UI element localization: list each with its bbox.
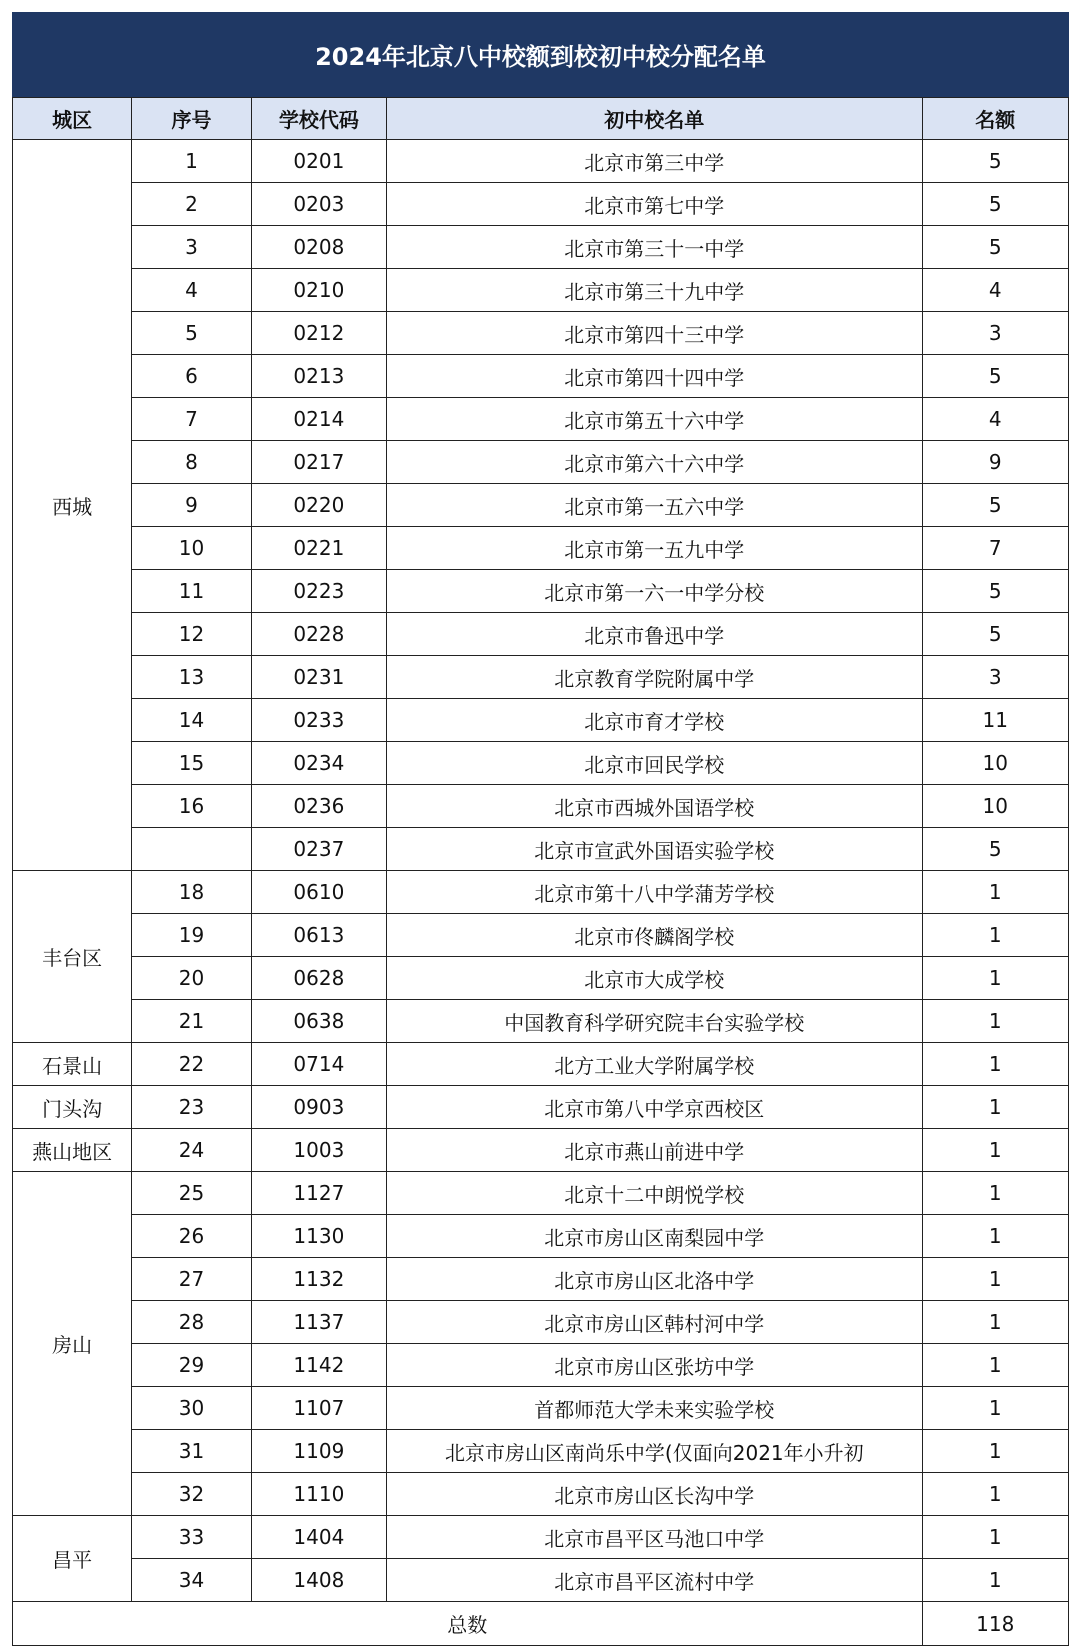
serial-cell: 24 <box>132 1129 251 1172</box>
school-name-cell: 北京市佟麟阁学校 <box>387 914 923 957</box>
header-quota: 名额 <box>922 98 1068 140</box>
school-name-cell: 北京市第一五九中学 <box>387 527 923 570</box>
quota-cell: 11 <box>922 699 1068 742</box>
quota-cell: 5 <box>922 226 1068 269</box>
serial-cell: 21 <box>132 1000 251 1043</box>
table-row <box>13 613 1069 656</box>
table-row <box>13 312 1069 355</box>
table-row <box>13 1215 1069 1258</box>
quota-cell: 1 <box>922 1129 1068 1172</box>
school-name-cell: 北京市宣武外国语实验学校 <box>387 828 923 871</box>
school-name-cell: 中国教育科学研究院丰台实验学校 <box>387 1000 923 1043</box>
quota-cell: 9 <box>922 441 1068 484</box>
serial-cell: 1 <box>132 140 251 183</box>
table-row <box>13 1473 1069 1516</box>
quota-cell: 1 <box>922 1172 1068 1215</box>
serial-cell: 15 <box>132 742 251 785</box>
quota-cell: 1 <box>922 1559 1068 1602</box>
school-name-cell: 首都师范大学未来实验学校 <box>387 1387 923 1430</box>
quota-cell: 1 <box>922 1387 1068 1430</box>
quota-cell: 1 <box>922 1086 1068 1129</box>
school-code-cell: 0220 <box>251 484 386 527</box>
school-code-cell: 1130 <box>251 1215 386 1258</box>
quota-cell: 1 <box>922 1000 1068 1043</box>
table-row <box>13 1258 1069 1301</box>
serial-cell: 33 <box>132 1516 251 1559</box>
table-row <box>13 828 1069 871</box>
table-row <box>13 140 1069 183</box>
school-name-cell: 北京市大成学校 <box>387 957 923 1000</box>
school-name-cell: 北京教育学院附属中学 <box>387 656 923 699</box>
serial-cell: 7 <box>132 398 251 441</box>
table-row <box>13 1301 1069 1344</box>
school-name-cell: 北京市第三中学 <box>387 140 923 183</box>
school-code-cell: 0203 <box>251 183 386 226</box>
school-name-cell: 北京市房山区长沟中学 <box>387 1473 923 1516</box>
school-code-cell: 0201 <box>251 140 386 183</box>
school-code-cell: 0234 <box>251 742 386 785</box>
serial-cell <box>132 828 251 871</box>
district-cell: 石景山 <box>13 1043 132 1086</box>
quota-cell: 7 <box>922 527 1068 570</box>
school-code-cell: 0638 <box>251 1000 386 1043</box>
school-name-cell: 北京市第四十四中学 <box>387 355 923 398</box>
table-row <box>13 570 1069 613</box>
quota-cell: 5 <box>922 355 1068 398</box>
table-row <box>13 398 1069 441</box>
school-code-cell: 1003 <box>251 1129 386 1172</box>
serial-cell: 8 <box>132 441 251 484</box>
serial-cell: 6 <box>132 355 251 398</box>
table-row <box>13 1000 1069 1043</box>
district-cell: 丰台区 <box>13 871 132 1043</box>
school-code-cell: 0233 <box>251 699 386 742</box>
quota-cell: 4 <box>922 269 1068 312</box>
serial-cell: 27 <box>132 1258 251 1301</box>
school-code-cell: 0217 <box>251 441 386 484</box>
table-row <box>13 441 1069 484</box>
table-row <box>13 699 1069 742</box>
quota-table <box>12 97 1069 1646</box>
quota-table-container <box>12 12 1069 1646</box>
school-code-cell: 0208 <box>251 226 386 269</box>
school-code-cell: 0213 <box>251 355 386 398</box>
table-row <box>13 785 1069 828</box>
school-code-cell: 0223 <box>251 570 386 613</box>
school-name-cell: 北方工业大学附属学校 <box>387 1043 923 1086</box>
quota-cell: 5 <box>922 183 1068 226</box>
serial-cell: 29 <box>132 1344 251 1387</box>
school-name-cell: 北京市第五十六中学 <box>387 398 923 441</box>
header-school-code: 学校代码 <box>251 98 386 140</box>
school-name-cell: 北京十二中朗悦学校 <box>387 1172 923 1215</box>
table-row <box>13 269 1069 312</box>
school-code-cell: 1107 <box>251 1387 386 1430</box>
table-row <box>13 1516 1069 1559</box>
quota-cell: 5 <box>922 484 1068 527</box>
serial-cell: 22 <box>132 1043 251 1086</box>
serial-cell: 4 <box>132 269 251 312</box>
quota-cell: 1 <box>922 1215 1068 1258</box>
school-code-cell: 0903 <box>251 1086 386 1129</box>
serial-cell: 28 <box>132 1301 251 1344</box>
quota-cell: 1 <box>922 1301 1068 1344</box>
quota-cell: 5 <box>922 140 1068 183</box>
school-name-cell: 北京市西城外国语学校 <box>387 785 923 828</box>
serial-cell: 19 <box>132 914 251 957</box>
school-name-cell: 北京市第四十三中学 <box>387 312 923 355</box>
quota-cell: 1 <box>922 957 1068 1000</box>
quota-cell: 3 <box>922 656 1068 699</box>
school-code-cell: 0228 <box>251 613 386 656</box>
serial-cell: 34 <box>132 1559 251 1602</box>
serial-cell: 20 <box>132 957 251 1000</box>
table-row <box>13 527 1069 570</box>
school-code-cell: 0231 <box>251 656 386 699</box>
serial-cell: 5 <box>132 312 251 355</box>
header-row <box>13 98 1069 140</box>
district-cell: 昌平 <box>13 1516 132 1602</box>
serial-cell: 16 <box>132 785 251 828</box>
table-row <box>13 1172 1069 1215</box>
table-row <box>13 1430 1069 1473</box>
school-code-cell: 1137 <box>251 1301 386 1344</box>
quota-cell: 1 <box>922 1344 1068 1387</box>
table-body <box>13 140 1069 1602</box>
school-name-cell: 北京市第一六一中学分校 <box>387 570 923 613</box>
table-row <box>13 914 1069 957</box>
school-name-cell: 北京市房山区北洛中学 <box>387 1258 923 1301</box>
school-code-cell: 0212 <box>251 312 386 355</box>
table-row <box>13 183 1069 226</box>
school-name-cell: 北京市育才学校 <box>387 699 923 742</box>
school-code-cell: 1404 <box>251 1516 386 1559</box>
school-code-cell: 0210 <box>251 269 386 312</box>
table-title: 2024年北京八中校额到校初中校分配名单 <box>12 12 1069 97</box>
table-row <box>13 957 1069 1000</box>
header-district: 城区 <box>13 98 132 140</box>
quota-cell: 5 <box>922 613 1068 656</box>
serial-cell: 10 <box>132 527 251 570</box>
quota-cell: 10 <box>922 742 1068 785</box>
school-name-cell: 北京市房山区南尚乐中学(仅面向2021年小升初 <box>387 1430 923 1473</box>
quota-cell: 10 <box>922 785 1068 828</box>
school-code-cell: 0714 <box>251 1043 386 1086</box>
quota-cell: 1 <box>922 1043 1068 1086</box>
district-cell: 燕山地区 <box>13 1129 132 1172</box>
district-cell: 房山 <box>13 1172 132 1516</box>
school-code-cell: 0221 <box>251 527 386 570</box>
school-name-cell: 北京市第八中学京西校区 <box>387 1086 923 1129</box>
quota-cell: 3 <box>922 312 1068 355</box>
school-code-cell: 0628 <box>251 957 386 1000</box>
table-row <box>13 1559 1069 1602</box>
table-row <box>13 355 1069 398</box>
serial-cell: 12 <box>132 613 251 656</box>
school-code-cell: 1132 <box>251 1258 386 1301</box>
total-value: 118 <box>922 1602 1068 1646</box>
quota-cell: 1 <box>922 871 1068 914</box>
total-row <box>13 1602 1069 1646</box>
table-row <box>13 1043 1069 1086</box>
school-code-cell: 1110 <box>251 1473 386 1516</box>
serial-cell: 25 <box>132 1172 251 1215</box>
serial-cell: 31 <box>132 1430 251 1473</box>
table-row <box>13 1129 1069 1172</box>
school-code-cell: 0214 <box>251 398 386 441</box>
school-name-cell: 北京市昌平区马池口中学 <box>387 1516 923 1559</box>
serial-cell: 14 <box>132 699 251 742</box>
school-name-cell: 北京市第一五六中学 <box>387 484 923 527</box>
school-name-cell: 北京市回民学校 <box>387 742 923 785</box>
quota-cell: 5 <box>922 828 1068 871</box>
quota-cell: 1 <box>922 1473 1068 1516</box>
district-cell: 西城 <box>13 140 132 871</box>
serial-cell: 23 <box>132 1086 251 1129</box>
school-code-cell: 0237 <box>251 828 386 871</box>
serial-cell: 32 <box>132 1473 251 1516</box>
school-name-cell: 北京市昌平区流村中学 <box>387 1559 923 1602</box>
serial-cell: 9 <box>132 484 251 527</box>
quota-cell: 5 <box>922 570 1068 613</box>
table-row <box>13 226 1069 269</box>
school-code-cell: 1408 <box>251 1559 386 1602</box>
school-name-cell: 北京市房山区张坊中学 <box>387 1344 923 1387</box>
school-code-cell: 0610 <box>251 871 386 914</box>
table-row <box>13 871 1069 914</box>
serial-cell: 26 <box>132 1215 251 1258</box>
school-name-cell: 北京市第六十六中学 <box>387 441 923 484</box>
school-name-cell: 北京市第七中学 <box>387 183 923 226</box>
school-code-cell: 1109 <box>251 1430 386 1473</box>
quota-cell: 1 <box>922 1516 1068 1559</box>
school-name-cell: 北京市第三十一中学 <box>387 226 923 269</box>
quota-cell: 1 <box>922 1430 1068 1473</box>
school-name-cell: 北京市房山区韩村河中学 <box>387 1301 923 1344</box>
table-row <box>13 484 1069 527</box>
serial-cell: 30 <box>132 1387 251 1430</box>
school-name-cell: 北京市房山区南梨园中学 <box>387 1215 923 1258</box>
school-code-cell: 0613 <box>251 914 386 957</box>
school-code-cell: 1142 <box>251 1344 386 1387</box>
serial-cell: 2 <box>132 183 251 226</box>
serial-cell: 18 <box>132 871 251 914</box>
table-row <box>13 656 1069 699</box>
table-row <box>13 1086 1069 1129</box>
school-name-cell: 北京市鲁迅中学 <box>387 613 923 656</box>
school-code-cell: 1127 <box>251 1172 386 1215</box>
table-row <box>13 1344 1069 1387</box>
quota-cell: 4 <box>922 398 1068 441</box>
district-cell: 门头沟 <box>13 1086 132 1129</box>
serial-cell: 11 <box>132 570 251 613</box>
school-name-cell: 北京市第十八中学蒲芳学校 <box>387 871 923 914</box>
table-row <box>13 1387 1069 1430</box>
header-serial: 序号 <box>132 98 251 140</box>
quota-cell: 1 <box>922 914 1068 957</box>
header-school-name: 初中校名单 <box>387 98 923 140</box>
school-name-cell: 北京市燕山前进中学 <box>387 1129 923 1172</box>
school-name-cell: 北京市第三十九中学 <box>387 269 923 312</box>
table-row <box>13 742 1069 785</box>
serial-cell: 3 <box>132 226 251 269</box>
serial-cell: 13 <box>132 656 251 699</box>
quota-cell: 1 <box>922 1258 1068 1301</box>
school-code-cell: 0236 <box>251 785 386 828</box>
total-label: 总数 <box>13 1602 923 1646</box>
